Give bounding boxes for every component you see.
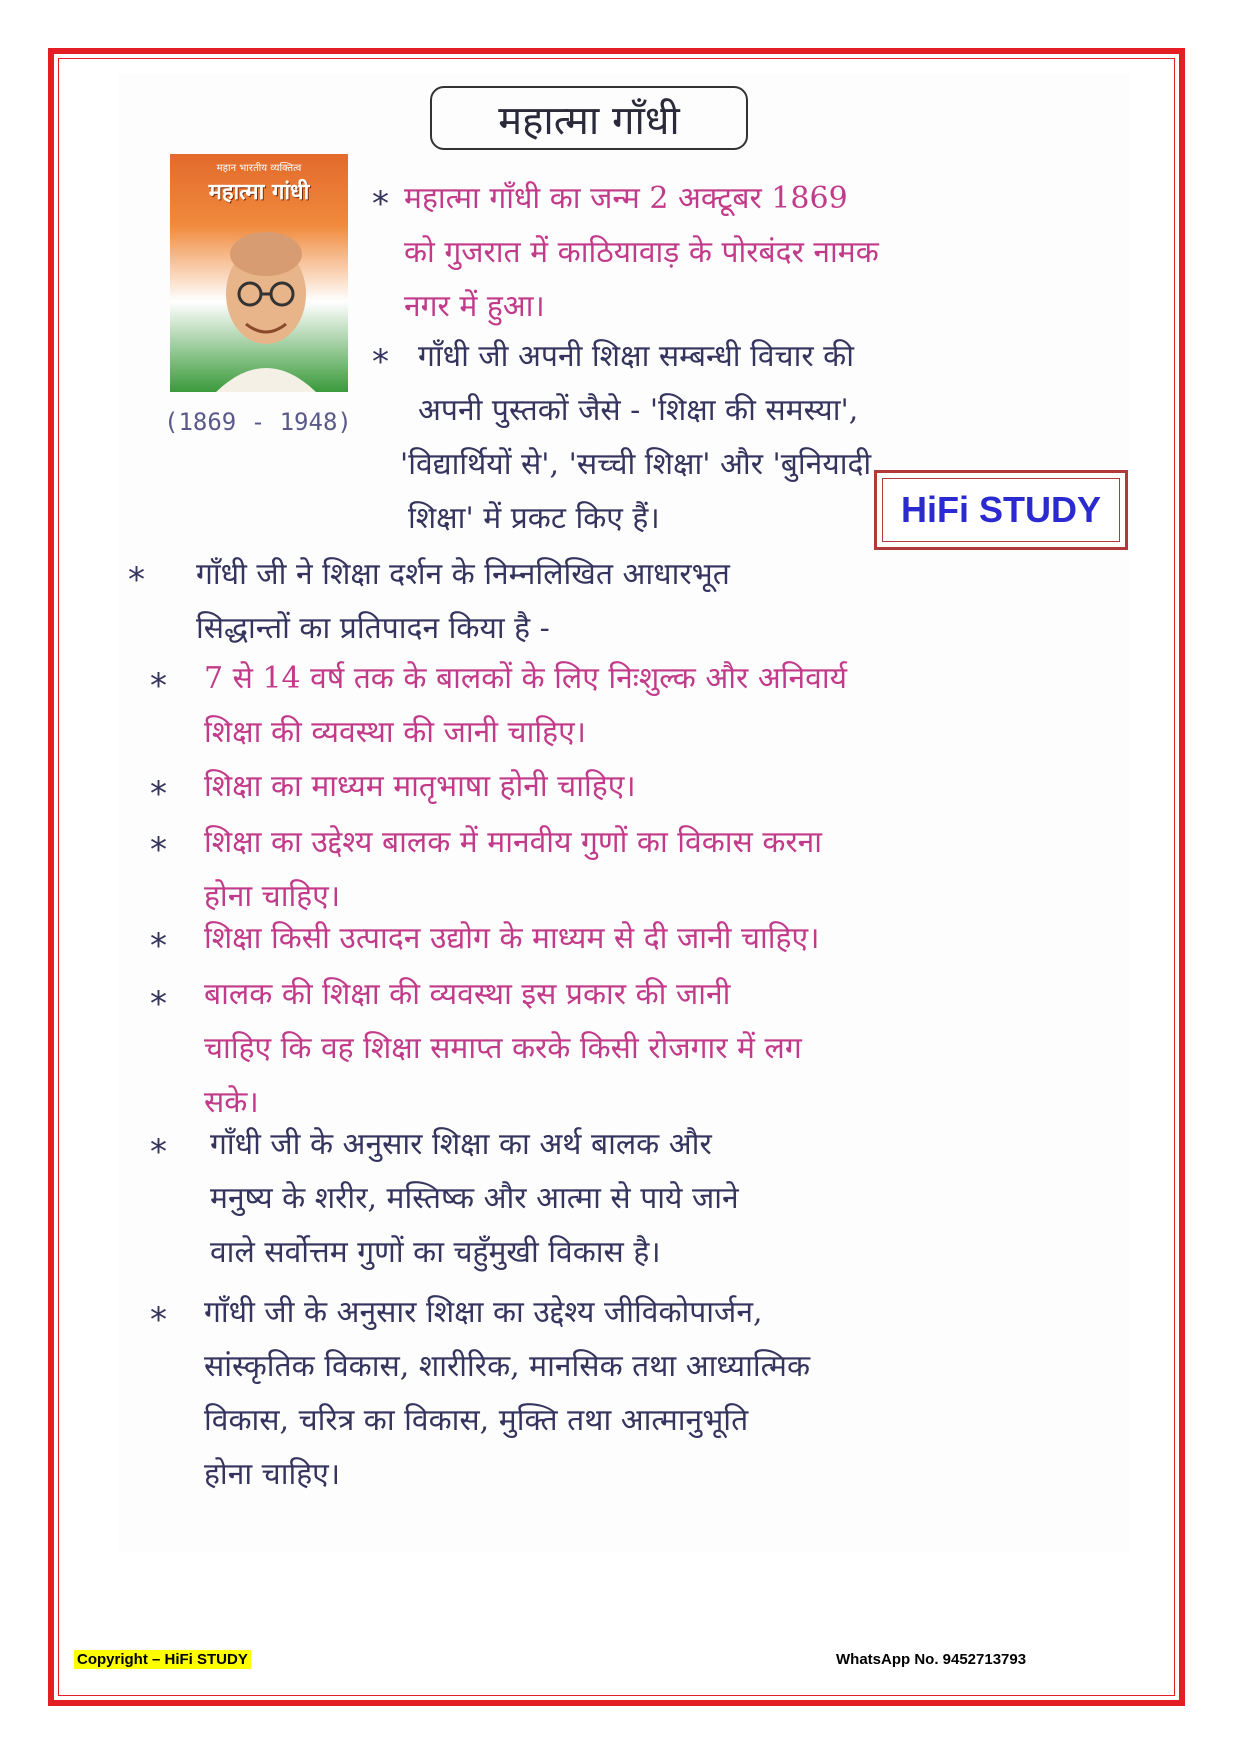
- intro-line: नगर में हुआ।: [404, 289, 545, 324]
- conclusion-line: होना चाहिए।: [204, 1457, 341, 1492]
- hifi-study-watermark: [874, 470, 1128, 550]
- bullet-star: *: [372, 184, 389, 224]
- principle-line: शिक्षा का माध्यम मातृभाषा होनी चाहिए।: [204, 769, 636, 804]
- gandhi-portrait-icon: [206, 224, 326, 392]
- conclusion-line: सांस्कृतिक विकास, शारीरिक, मानसिक तथा आध्यात्मिक: [204, 1349, 811, 1384]
- intro-line: को गुजरात में काठियावाड़ के पोरबंदर नामक: [404, 235, 879, 270]
- conclusion-line: गाँधी जी के अनुसार शिक्षा का अर्थ बालक और: [210, 1127, 712, 1162]
- principle-line: होना चाहिए।: [204, 879, 341, 914]
- bullet-star: *: [372, 342, 389, 382]
- conclusion-line: गाँधी जी के अनुसार शिक्षा का उद्देश्य जीविकोपार्जन,: [204, 1295, 763, 1330]
- bullet-star: *: [150, 666, 167, 706]
- book-title: महात्मा गांधी: [208, 179, 310, 205]
- bullet-star: *: [150, 830, 167, 870]
- life-years: (1869 - 1948): [164, 408, 352, 436]
- principle-line: शिक्षा का उद्देश्य बालक में मानवीय गुणों का विकास करना: [204, 825, 823, 860]
- intro-line: अपनी पुस्तकों जैसे - 'शिक्षा की समस्या',: [418, 393, 859, 428]
- page-title: महात्मा गाँधी: [430, 86, 748, 150]
- conclusion-line: वाले सर्वोत्तम गुणों का चहुँमुखी विकास है।: [210, 1235, 661, 1270]
- principle-line: 7 से 14 वर्ष तक के बालकों के लिए निःशुल्क और अनिवार्य: [204, 661, 848, 696]
- watermark-text: HiFi STUDY: [882, 478, 1120, 542]
- principle-line: शिक्षा किसी उत्पादन उद्योग के माध्यम से दी जानी चाहिए।: [204, 921, 820, 956]
- principle-line: सके।: [204, 1085, 259, 1120]
- principle-line: शिक्षा की व्यवस्था की जानी चाहिए।: [204, 715, 587, 750]
- conclusion-line: विकास, चरित्र का विकास, मुक्ति तथा आत्मानुभूति: [204, 1403, 749, 1438]
- principle-line: चाहिए कि वह शिक्षा समाप्त करके किसी रोजगार में लग: [204, 1031, 802, 1066]
- book-series-label: महान भारतीय व्यक्तित्व: [216, 163, 302, 174]
- book-cover-image: [170, 154, 348, 392]
- intro-line: 'विद्यार्थियों से', 'सच्ची शिक्षा' और 'बुनियादी: [400, 447, 872, 482]
- principles-heading-line: सिद्धान्तों का प्रतिपादन किया है -: [196, 611, 550, 646]
- bullet-star: *: [150, 1132, 167, 1172]
- principle-line: बालक की शिक्षा की व्यवस्था इस प्रकार की जानी: [204, 977, 731, 1012]
- bullet-star: *: [150, 774, 167, 814]
- bullet-star: *: [150, 984, 167, 1024]
- principles-heading-line: गाँधी जी ने शिक्षा दर्शन के निम्नलिखित आधारभूत: [196, 557, 730, 592]
- bullet-star: *: [150, 926, 167, 966]
- intro-line: महात्मा गाँधी का जन्म 2 अक्टूबर 1869: [404, 181, 848, 216]
- whatsapp-footer: WhatsApp No. 9452713793: [836, 1651, 1027, 1668]
- intro-line: गाँधी जी अपनी शिक्षा सम्बन्धी विचार की: [418, 339, 854, 374]
- intro-line: शिक्षा' में प्रकट किए हैं।: [408, 501, 660, 536]
- copyright-footer: Copyright – HiFi STUDY: [74, 1650, 251, 1669]
- bullet-star: *: [150, 1300, 167, 1340]
- conclusion-line: मनुष्य के शरीर, मस्तिष्क और आत्मा से पाये जाने: [210, 1181, 739, 1216]
- bullet-star: *: [128, 560, 145, 600]
